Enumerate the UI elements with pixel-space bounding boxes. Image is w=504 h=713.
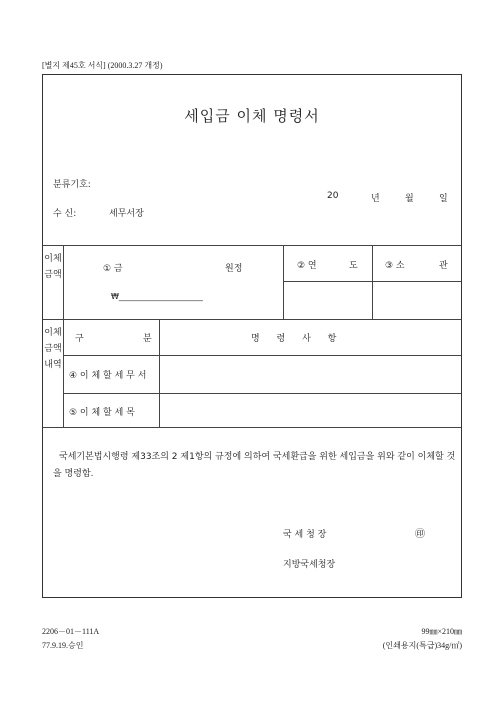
regional-office: 지방국세청장	[283, 560, 336, 570]
footer-form-code: 2206－01－111A	[42, 627, 100, 636]
recipient-value: 세무서장	[109, 209, 144, 219]
row-target-tax-item: ⑤ 이 체 할 세 목	[69, 408, 135, 418]
office-label: ③ 소	[385, 261, 405, 271]
recipient-label: 수 신:	[53, 209, 77, 219]
year-office-divider	[372, 245, 373, 319]
date-year: 년	[371, 194, 380, 204]
row-target-office: ④ 이 체 할 세 무 서	[69, 371, 147, 381]
footer-approval: 77.9.19.승인	[42, 641, 84, 650]
command-header: 명 령 사 항	[251, 334, 337, 344]
details-top-line	[43, 319, 461, 320]
classification-label: 분류기호:	[53, 180, 91, 190]
form-reference: [별지 제45호 서식] (2000.3.27 개정)	[42, 61, 163, 70]
category-header-a: 구	[75, 334, 84, 344]
office-suffix: 관	[439, 261, 448, 271]
amount-currency-line: ₩_____________________	[111, 292, 203, 301]
seal-mark: ㊞	[415, 529, 425, 540]
details-row-line-1	[63, 355, 461, 356]
signature-title: 국 세 청 장	[283, 530, 327, 540]
details-row-line-2	[63, 393, 461, 394]
table-top-line	[43, 245, 461, 246]
footer-paper: (인쇄용지(특급)34g/㎡)	[382, 641, 462, 650]
footer-size: 99㎜×210㎜	[421, 627, 462, 636]
side-label-divider-1	[63, 245, 64, 319]
side-label-divider-2	[63, 319, 64, 427]
form-frame	[42, 74, 462, 598]
form-title: 세입금 이체 명령서	[184, 107, 320, 125]
year-suffix: 도	[349, 261, 358, 271]
date-day: 일	[439, 194, 448, 204]
table-bottom-line	[43, 427, 461, 428]
category-header-b: 분	[143, 334, 152, 344]
details-label: 이체금액내역	[44, 328, 62, 370]
date-year-prefix: 20	[327, 191, 339, 201]
amount-divider	[283, 245, 284, 319]
category-divider	[159, 319, 160, 427]
amount-label: ① 금	[103, 264, 123, 274]
amount-unit: 원정	[225, 264, 243, 274]
date-month: 월	[405, 194, 414, 204]
year-label: ② 연	[297, 261, 317, 271]
transfer-amount-label: 이체금액	[44, 254, 62, 280]
body-text: 국세기본법시행령 제33조의 2 제1항의 규정에 의하여 국세환급을 위한 세입금을 위와 같이 이체할 것을 명령함.	[53, 452, 456, 479]
